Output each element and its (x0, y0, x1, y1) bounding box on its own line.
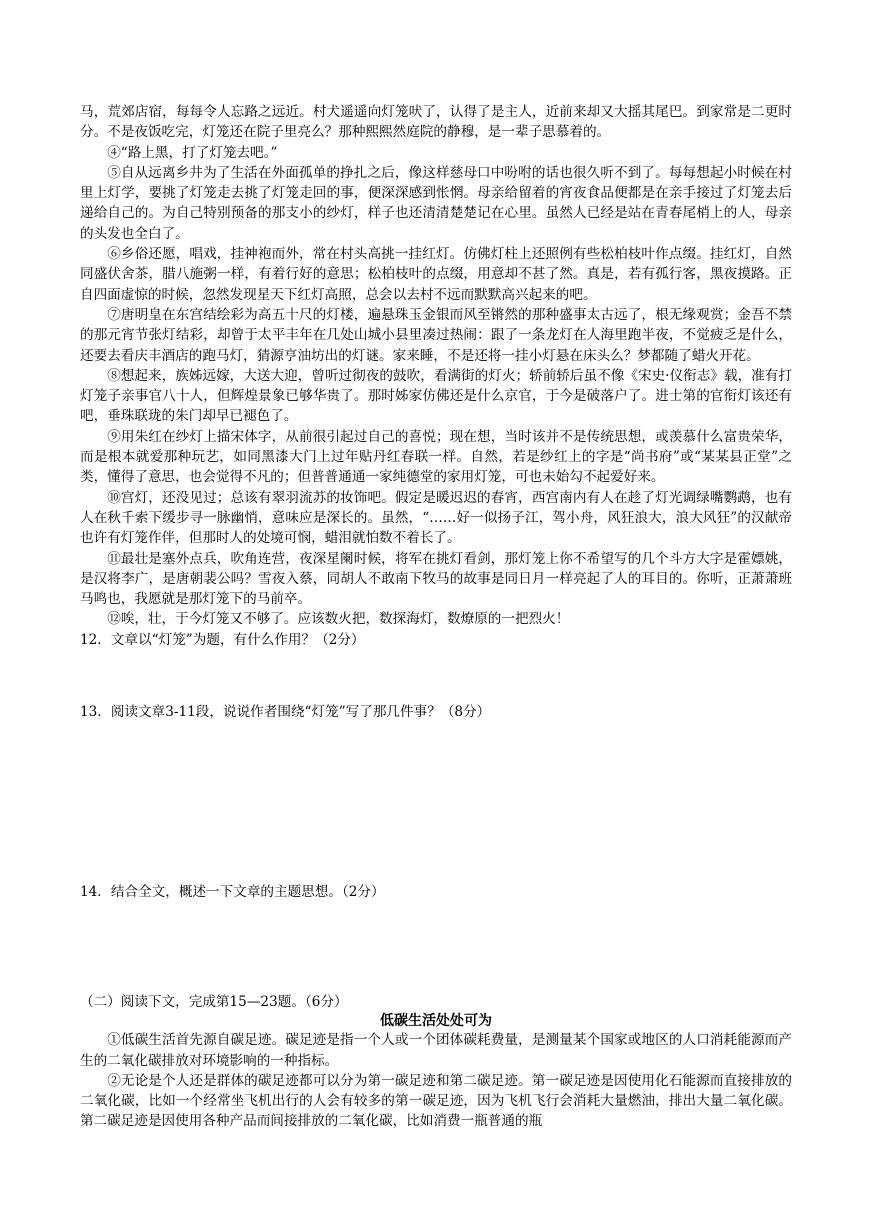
answer-space-13 (80, 722, 792, 882)
article-title: 低碳生活处处可为 (380, 1013, 492, 1030)
article-paragraph-1: ①低碳生活首先源自碳足迹。碳足迹是指一个人或一个团体碳耗费量，是测量某个国家或地区的人口消耗能源而产生的二氧化碳排放对环境影响的一种指标。 (80, 1032, 792, 1069)
paragraph-4: ④“路上黑，打了灯笼去吧。” (107, 144, 278, 161)
paragraph-5: ⑤自从远离乡井为了生活在外面孤单的挣扎之后，像这样慈母口中吩咐的话也很久听不到了。每每想起小时候在村里上灯学，要挑了灯笼走去挑了灯笼走回的事，便深深感到怅惘。母亲给留着的宵夜食品便都是在亲手接过了灯笼去后递给自己的。为自己特别预备的那支小的纱灯，样子也还清清楚楚记在心里。虽然人已经是站在青春尾梢上的人，母亲的头发也全白了。 (80, 164, 792, 242)
answer-space-12 (80, 650, 792, 702)
paragraph-6: ⑥乡俗还愿，唱戏，挂神袍而外，常在村头高挑一挂红灯。仿佛灯柱上还照例有些松柏枝叶作点缀。挂红灯，自然同盛伏舍茶，腊八施粥一样，有着行好的意思；松柏枝叶的点缀，用意却不甚了然。真是，若有孤行客，黑夜摸路。正自四面虚惊的时候，忽然发现星天下红灯高照，总会以去村不远而默默高兴起来的吧。 (80, 246, 792, 303)
question-14: 14．结合全文，概述一下文章的主题思想。（2分） (80, 884, 385, 901)
section-intro: （二）阅读下文，完成第15—23题。（6分） (80, 994, 348, 1010)
paragraph-8: ⑧想起来，族姊远嫁，大送大迎，曾听过彻夜的鼓吹，看满街的灯火；轿前轿后虽不像《宋史·仪衔志》载，准有打灯笼子亲事官八十人，但辉煌景象已够华贵了。那时姊家仿佛还是什么京官，于今是破落户了。进士第的官衔灯该还有吧，垂珠联珑的朱门却早已褪色了。 (80, 367, 792, 425)
paragraph-7: ⑦唐明皇在东宫结绘彩为高五十尺的灯楼，遍悬珠玉金银而风至锵然的那种盛事太古远了，根无缘观赏；金吾不禁的那元宵节张灯结彩，却曾于太平丰年在几处山城小县里凑过热闹：跟了一条龙灯在人海里跑半夜，不觉疲乏是什么，还要去看庆丰酒店的跑马灯，猜源亨油坊出的灯谜。家来睡，不是还将一挂小灯悬在床头么？梦都随了蜡火开花。 (80, 306, 792, 364)
paragraph-continued: 马，荒郊店宿，每每令人忘路之远近。村犬遥遥向灯笼吠了，认得了是主人，近前来却又大摇其尾巴。到家常是二更时分。不是夜饭吃完，灯笼还在院子里亮么？那种熙熙然庭院的静穆，是一辈子思慕着的。 (80, 104, 792, 141)
paragraph-9: ⑨用朱红在纱灯上描宋体字，从前很引起过自己的喜悦；现在想，当时该并不是传统思想，或羡慕什么富贵荣华，而是根本就爱那种玩艺，如同黑漆大门上过年贴丹红春联一样。自然，若是纱红上的字是“尚书府”或“某某县正堂”之类，懂得了意思，也会觉得不凡的；但普普通通一家纯德堂的家用灯笼，可也未始勾不起爱好来。 (80, 428, 792, 486)
question-13: 13．阅读文章3-11段，说说作者围绕“灯笼”写了那几件事？（8分） (80, 704, 491, 721)
reading-section-2 (80, 992, 792, 1132)
article-paragraph-2: ②无论是个人还是群体的碳足迹都可以分为第一碳足迹和第二碳足迹。第一碳足迹是因使用化石能源而直接排放的二氧化碳，比如一个经常坐飞机出行的人会有较多的第一碳足迹，因为飞机飞行会消耗大量燃油，排出大量二氧化碳。第二碳足迹是因使用各种产品而间接排放的二氧化碳，比如消费一瓶普通的瓶 (80, 1072, 792, 1130)
passage-body (80, 102, 792, 903)
question-12: 12．文章以“灯笼”为题，有什么作用？（2分） (80, 631, 365, 648)
paragraph-12: ⑫唉，壮，于今灯笼又不够了。应该数火把，数探海灯，数燎原的一把烈火！ (107, 611, 570, 628)
paragraph-11: ⑪最壮是塞外点兵，吹角连营，夜深星阑时候，将军在挑灯看剑，那灯笼上你不希望写的几个斗方大字是霍嫖姚，是汉将李广，是唐朝裴公吗？雪夜入蔡，同胡人不敢南下牧马的故事是同日月一样亮起了人的耳目的。你听，正萧萧班马鸣也，我愿就是那灯笼下的马前卒。 (80, 550, 792, 608)
paragraph-10: ⑩宫灯，还没见过；总该有翠羽流苏的妆饰吧。假定是暖迟迟的春宵，西宫南内有人在趁了灯光调绿嘴鹦鹉，也有人在秋千索下缓步寻一脉幽悄，意味应是深长的。虽然，“……好一似扬子江，驾小舟，风狂浪大，浪大风狂”的汉献帝也许有灯笼作伴，但那时人的处境可悯，蜡泪就怕数不着长了。 (80, 489, 792, 547)
